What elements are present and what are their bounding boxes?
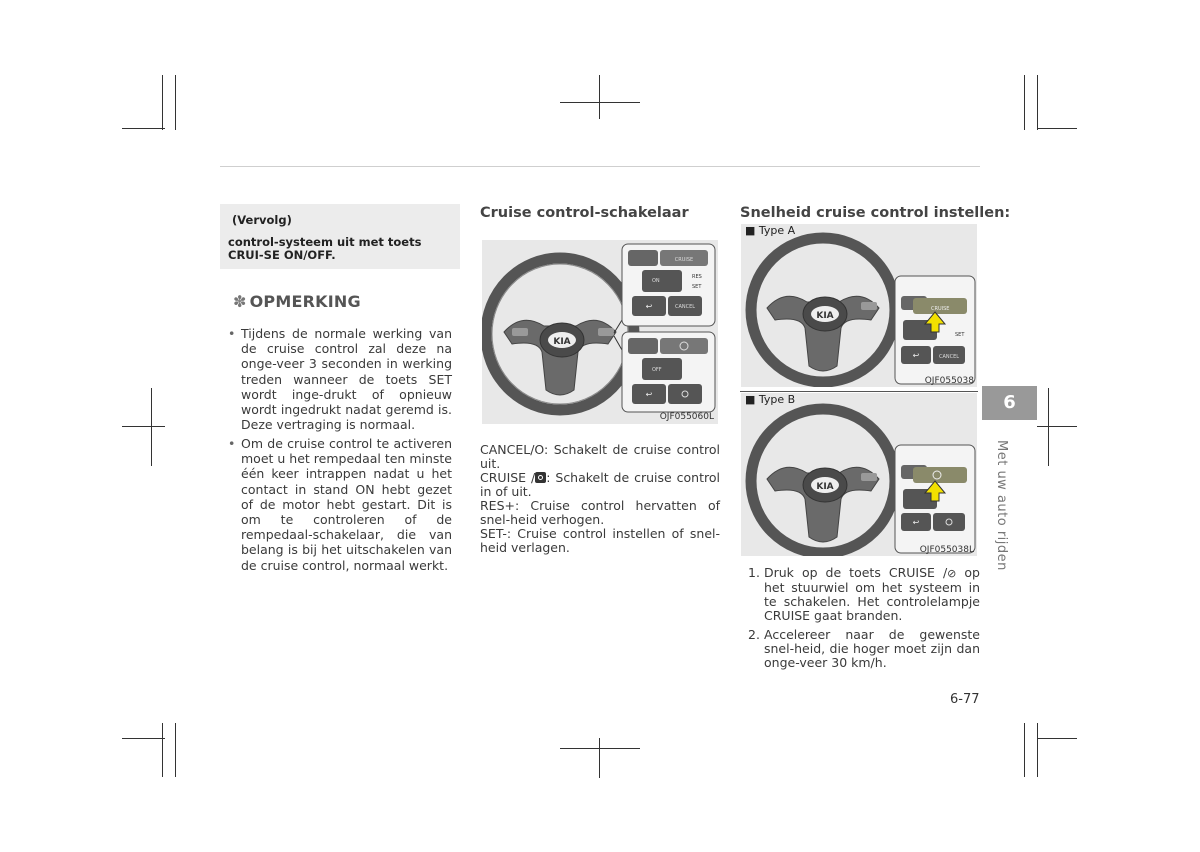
set-label: SET [692,284,702,290]
crop-mark [1048,388,1049,466]
cruise-icon: ⊘ [947,567,957,580]
type-a-figure [741,224,977,387]
kia-logo: KIA [553,337,571,347]
crop-mark [122,738,165,739]
res-label: RES [692,274,702,280]
crop-mark [122,426,165,427]
svg-text:SET: SET [955,332,965,338]
page-number: 6-77 [950,692,980,707]
type-separator [740,391,978,392]
type-b-label: ■ Type B [745,393,796,406]
continuation-title: (Vervolg) [232,213,292,227]
header-rule [220,166,980,167]
crop-mark [122,128,165,129]
crop-mark [175,723,176,777]
figure-label: OJF055038 [924,376,974,386]
crop-mark [1037,75,1038,130]
crop-mark [560,102,640,103]
step-item [748,566,980,623]
step-number: 1. [748,565,760,580]
figure-label: OJF055038L [919,545,974,555]
switch-description [480,443,720,555]
crop-mark [1037,426,1077,427]
steering-wheel-type-b-illustration [741,393,977,556]
crop-mark [1024,75,1025,130]
svg-text:CANCEL: CANCEL [938,354,960,360]
crop-mark [162,723,163,777]
chapter-tab: 6 [982,386,1037,420]
svg-text:↩: ↩ [912,518,920,527]
svg-text:CRUISE: CRUISE [931,306,950,312]
cancel-description: CANCEL/O: Schakelt de cruise control uit. [480,442,720,471]
chapter-title: Met uw auto rijden [994,440,1009,571]
steering-wheel-type-a-illustration [741,224,977,387]
cruise-description: CRUISE / : Schakelt de cruise control in of uit. [480,470,720,499]
crop-mark [175,75,176,130]
set-description: SET-: Cruise control instellen of snel-heid verlagen. [480,526,720,555]
step-text: Accelereer naar de gewenste snel-heid, die hoger moet zijn dan onge-veer 30 km/h. [764,627,980,670]
svg-text:↩: ↩ [912,351,920,360]
note-bullet-text: Om de cruise control te activeren moet u het rempedaal ten minste één keer intrappen nadat u het contact in stand ON hebt gezet of de motor hebt gestart. Dit is om te controleren of de rempedaal-schakelaar, die van belang is bij het uitschakelen van de cruise control, normaal werkt. [241,436,452,573]
crop-mark [1024,723,1025,777]
switch-figure [482,240,718,424]
crop-mark [560,748,640,749]
step-item [748,628,980,670]
svg-text:↩: ↩ [645,302,653,311]
note-bullet [228,326,452,432]
on-label: ON [652,278,660,284]
crop-mark [1037,723,1038,777]
steering-wheel-switch-illustration [482,240,718,424]
speed-heading: Snelheid cruise control instellen: [740,205,1011,221]
cancel-label: CANCEL [674,304,696,310]
switch-heading: Cruise control-schakelaar [480,205,689,221]
crop-mark [151,388,152,466]
note-bullet [228,436,452,573]
svg-text:KIA: KIA [816,482,834,492]
crop-mark [1037,738,1077,739]
svg-text:↩: ↩ [645,390,653,399]
svg-text:KIA: KIA [816,311,834,321]
off-label: OFF [652,367,662,373]
figure-label: OJF055060L [659,412,714,422]
crop-mark [599,738,600,778]
cruise-icon [535,472,546,483]
res-description: RES+: Cruise control hervatten of snel-heid verhogen. [480,498,720,527]
crop-mark [1037,128,1077,129]
cruise-label: CRUISE [674,257,694,263]
note-bullet-text: Tijdens de normale werking van de cruise control zal deze na onge-veer 3 seconden in werking treden wanneer de toets SET wordt inge-drukt of opnieuw wordt ingedrukt nadat geremd is. Deze vertraging is normaal. [241,326,452,433]
crop-mark [599,75,600,119]
type-b-figure [741,393,977,556]
type-a-label: ■ Type A [745,224,796,237]
note-star-icon: ✽ [233,292,247,311]
step-text: Druk op de toets CRUISE /⊘ op het stuurwiel om het systeem in te schakelen. Het controlelampje CRUISE gaat branden. [764,565,980,623]
bullet-dot-icon: • [228,436,236,451]
continuation-text: control-systeem uit met toets CRUI-SE ON/OFF. [228,235,422,262]
step-number: 2. [748,627,760,642]
crop-mark [162,75,163,130]
note-heading [233,292,361,311]
bullet-dot-icon: • [228,326,236,341]
note-title: OPMERKING [249,292,361,311]
